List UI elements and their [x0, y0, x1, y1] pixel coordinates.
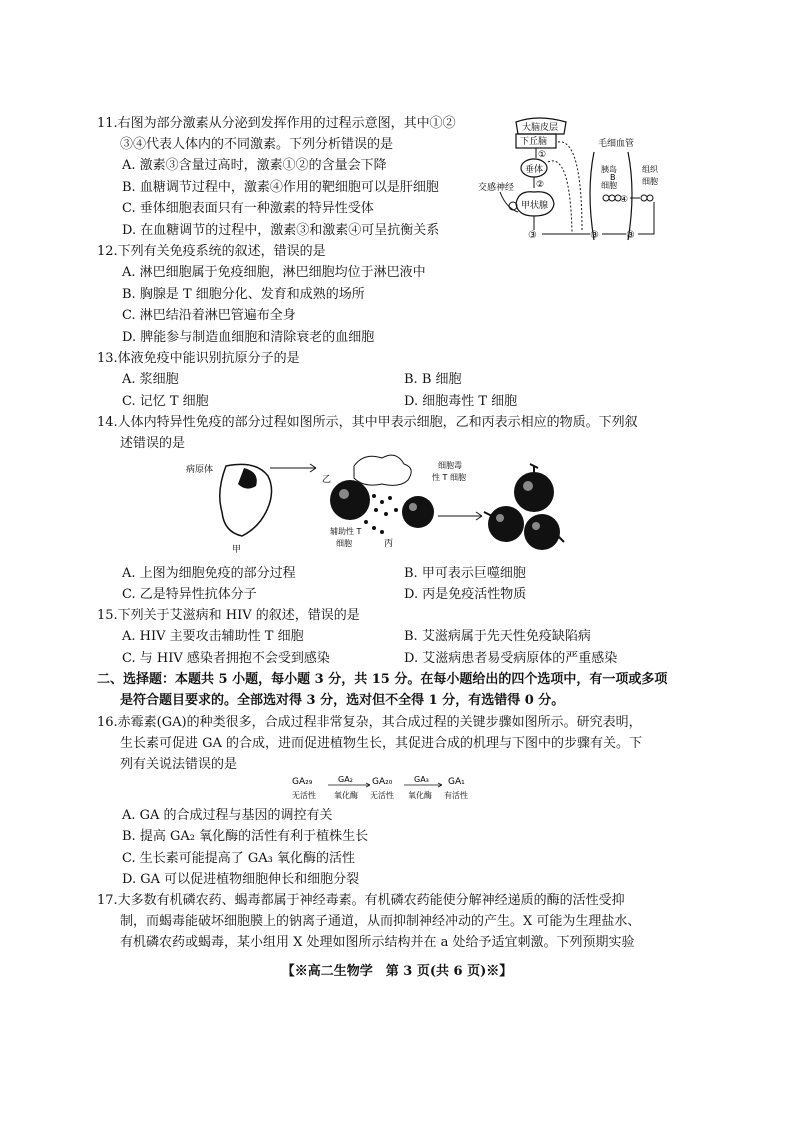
- label-hormone-3-b: ③: [590, 230, 599, 241]
- q11-hormone-diagram: [478, 112, 668, 244]
- q15-option-d: D. 艾滋病患者易受病原体的严重感染: [404, 651, 618, 666]
- label-islet-2: B: [610, 173, 616, 182]
- ga20: GA₂₀: [372, 777, 393, 787]
- label-thyroid: 甲状腺: [521, 201, 549, 211]
- q12-option-d: D. 脾能参与制造血细胞和清除衰老的血细胞: [122, 330, 375, 345]
- label-capillary: 毛细血管: [598, 139, 635, 149]
- q12-option-b: B. 胸腺是 T 细胞分化、发育和成熟的场所: [122, 287, 365, 302]
- q14-immune-diagram: [186, 452, 576, 558]
- label-pituitary: 垂体: [525, 165, 544, 175]
- label-ctl-1: 细胞毒: [438, 461, 462, 470]
- q16-option-d: D. GA 可以促进植物细胞伸长和细胞分裂: [122, 872, 360, 887]
- label-brain: 大脑皮层: [522, 123, 559, 133]
- q17-stem-line3: 有机磷农药或蝎毒，某小组用 X 处理如图所示结构并在 a 处给予适宜刺激。下列预期实验: [120, 935, 635, 950]
- q12-option-a: A. 淋巴细胞属于免疫细胞，淋巴细胞均位于淋巴液中: [122, 265, 426, 280]
- label-helper-t-2: 细胞: [336, 539, 352, 548]
- cytotoxic-t-cell: [402, 496, 434, 528]
- q14-stem-line1: 14.人体内特异性免疫的部分过程如图所示，其中甲表示细胞，乙和丙表示相应的物质。下列叙: [97, 415, 638, 430]
- q11-option-b: B. 血糖调节过程中，激素④作用的靶细胞可以是肝细胞: [122, 180, 439, 195]
- q14-option-d: D. 丙是免疫活性物质: [404, 587, 527, 602]
- label-tissue-2: 细胞: [642, 177, 658, 186]
- target-cell-2: [488, 506, 524, 542]
- q16-ga-pathway: [292, 773, 482, 803]
- page-footer: 【※高二生物学 第 3 页(共 6 页)※】: [281, 964, 513, 979]
- sub-inactive-2: 无活性: [370, 791, 394, 800]
- target-cell-3: [524, 514, 560, 550]
- q11-stem-line2: ③④代表人体内的不同激素。下列分析错误的是: [120, 137, 394, 152]
- q16-stem-line2: 生长素可促进 GA 的合成，进而促进植物生长，其促进合成的机理与下图中的步骤有关。下: [120, 736, 643, 751]
- label-jia: 甲: [232, 545, 242, 555]
- q11-stem-line1: 11.右图为部分激素从分泌到发挥作用的过程示意图，其中①②: [97, 116, 456, 131]
- q16-option-b: B. 提高 GA₂ 氧化酶的活性有利于植株生长: [122, 829, 369, 844]
- sub-active: 有活性: [444, 791, 468, 800]
- q11-option-c: C. 垂体细胞表面只有一种激素的特异性受体: [122, 201, 374, 216]
- q13-option-d: D. 细胞毒性 T 细胞: [404, 394, 518, 409]
- q15-stem: 15.下列关于艾滋病和 HIV 的叙述，错误的是: [97, 608, 360, 623]
- label-hormone-1: ①: [538, 150, 547, 160]
- q15-option-c: C. 与 HIV 感染者拥抱不会受到感染: [122, 651, 330, 666]
- q15-option-a: A. HIV 主要攻击辅助性 T 细胞: [122, 629, 304, 644]
- ga1: GA₁: [448, 777, 465, 787]
- q13-option-b: B. B 细胞: [404, 372, 462, 387]
- label-helper-t-1: 辅助性 T: [330, 527, 362, 536]
- label-ctl-2: 性 T 细胞: [432, 473, 466, 482]
- label-tissue-1: 组织: [642, 165, 658, 174]
- q13-option-c: C. 记忆 T 细胞: [122, 394, 209, 409]
- sub-oxidase-1: 氧化酶: [334, 791, 358, 800]
- sub-oxidase-2: 氧化酶: [408, 791, 432, 800]
- helper-t-cell: [330, 480, 370, 520]
- cell-jia-nucleus: [238, 468, 257, 489]
- q14-option-c: C. 乙是特异性抗体分子: [122, 587, 257, 602]
- ga29: GA₂₉: [292, 777, 313, 787]
- q12-stem: 12.下列有关免疫系统的叙述，错误的是: [97, 244, 326, 259]
- label-islet-1: 胰岛: [601, 165, 617, 174]
- section2-heading-line1: 二、选择题：本题共 5 小题，每小题 3 分，共 15 分。在每小题给出的四个选项中，有一项或多项: [97, 672, 668, 687]
- q13-option-a: A. 浆细胞: [122, 372, 179, 387]
- q16-option-a: A. GA 的合成过程与基因的调控有关: [122, 808, 333, 823]
- label-hormone-4: ④: [620, 195, 629, 205]
- label-pathogen: 病原体: [186, 465, 214, 475]
- label-bing: 丙: [384, 539, 394, 549]
- label-hormone-2: ②: [536, 180, 545, 190]
- q14-option-b: B. 甲可表示巨噬细胞: [404, 566, 526, 581]
- label-yi: 乙: [322, 475, 332, 485]
- q11-option-d: D. 在血糖调节的过程中，激素③和激素④可呈抗衡关系: [122, 223, 440, 238]
- sub-inactive-1: 无活性: [292, 791, 316, 800]
- q12-option-c: C. 淋巴结沿着淋巴管遍布全身: [122, 308, 296, 323]
- label-hormone-3-c: ③: [626, 230, 635, 241]
- q14-stem-line2: 述错误的是: [120, 436, 186, 451]
- q16-stem-line1: 16.赤霉素(GA)的种类很多，合成过程非常复杂，其合成过程的关键步骤如图所示。研究表明，: [97, 715, 642, 730]
- q13-stem: 13.体液免疫中能识别抗原分子的是: [97, 351, 300, 366]
- label-hormone-3-a: ③: [528, 230, 537, 241]
- q15-option-b: B. 艾滋病属于先天性免疫缺陷病: [404, 629, 591, 644]
- section2-heading-line2: 是符合题目要求的。全部选对得 3 分，选对但不全得 1 分，有选错得 0 分。: [120, 693, 565, 708]
- q17-stem-line1: 17.大多数有机磷农药、蝎毒都属于神经毒素。有机磷农药能使分解神经递质的酶的活性受抑: [97, 893, 625, 908]
- q16-stem-line3: 列有关说法错误的是: [120, 757, 238, 772]
- enzyme-ga3: GA₃: [414, 775, 429, 784]
- q11-option-a: A. 激素③含量过高时，激素①②的含量会下降: [122, 158, 387, 173]
- q16-option-c: C. 生长素可能提高了 GA₃ 氧化酶的活性: [122, 851, 355, 866]
- label-hypothalamus: 下丘脑: [520, 137, 548, 147]
- enzyme-ga2: GA₂: [338, 775, 353, 784]
- q14-option-a: A. 上图为细胞免疫的部分过程: [122, 566, 296, 581]
- label-sympathetic-nerve: 交感神经: [478, 183, 515, 193]
- target-cell-1: [514, 472, 554, 512]
- label-islet-3: 细胞: [601, 181, 617, 190]
- q17-stem-line2: 制，而蝎毒能破坏细胞膜上的钠离子通道，从而抑制神经冲动的产生。X 可能为生理盐水、: [120, 914, 641, 929]
